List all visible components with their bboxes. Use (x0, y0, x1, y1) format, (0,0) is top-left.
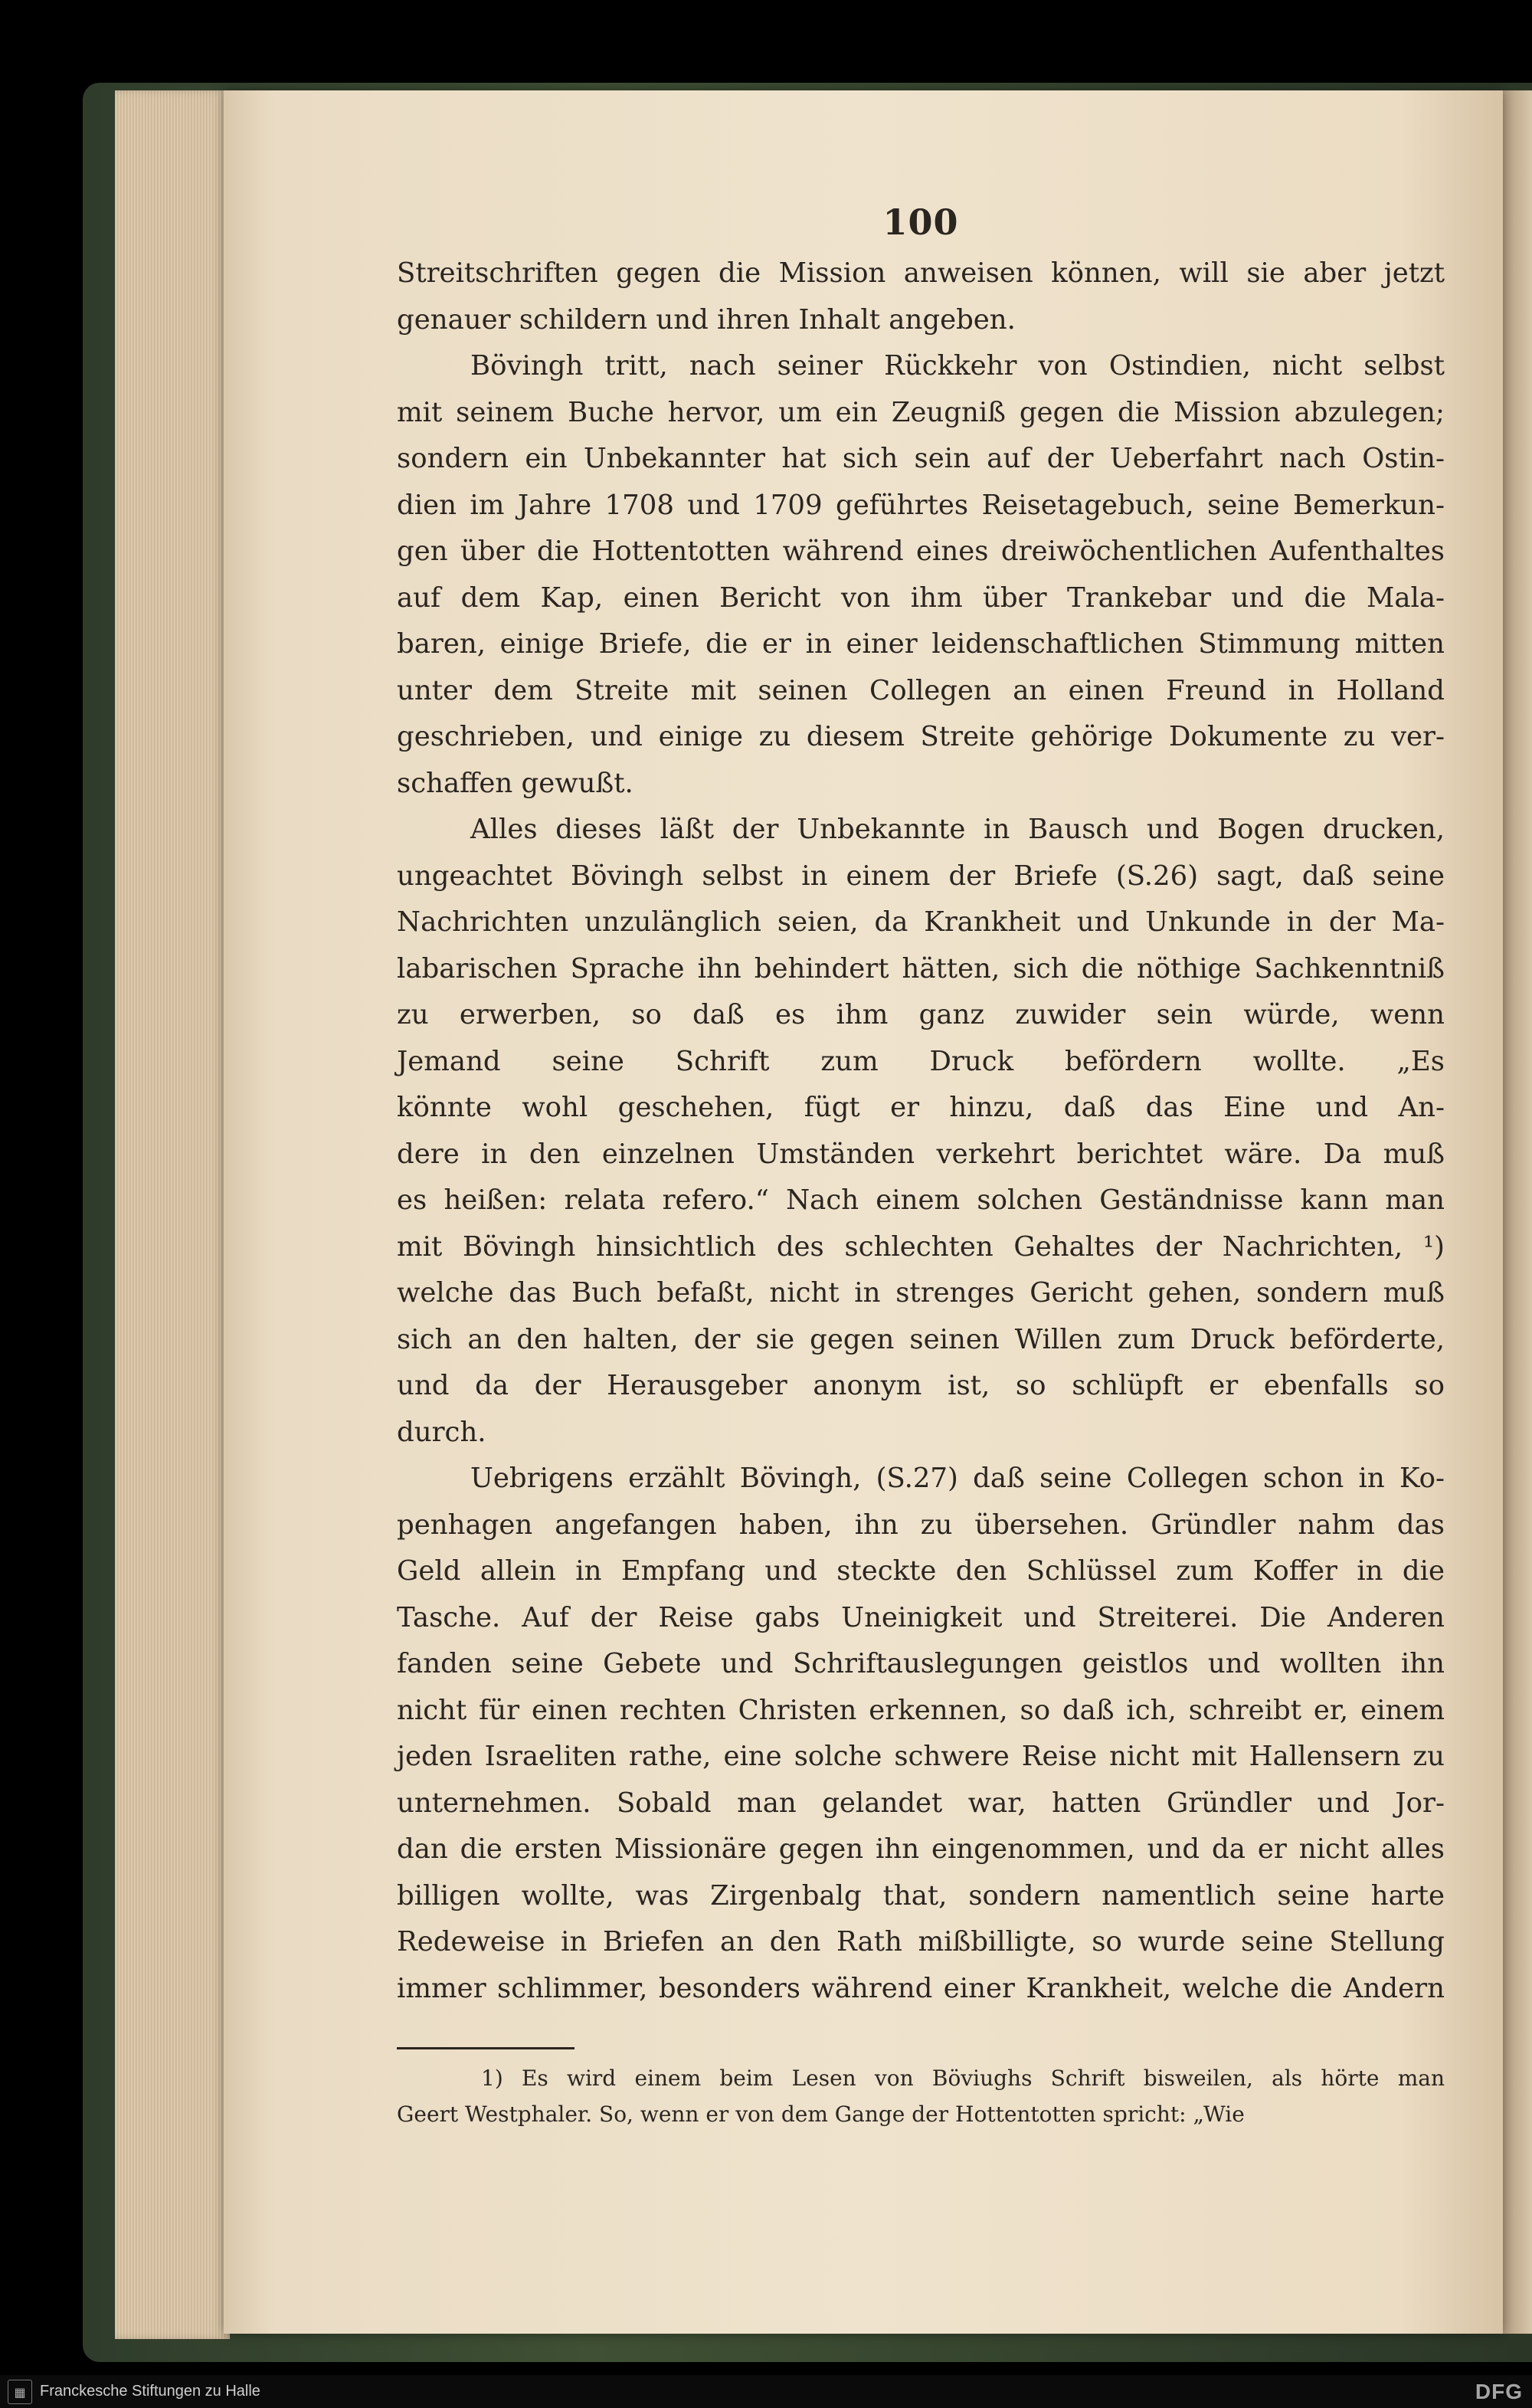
text-line: genauer schildern und ihren Inhalt angeben. (397, 303, 1016, 336)
text-line: jeden Israeliten rathe, eine solche schwere Reise nicht mit Hallensern zu (397, 1741, 1445, 1772)
text-line: durch. (397, 1416, 486, 1448)
text-line: Tasche. Auf der Reise gabs Uneinigkeit und Streiterei. Die Anderen (397, 1601, 1445, 1633)
text-line: mit Bövingh hinsichtlich des schlechten Gehaltes der Nachrichten, ¹) (397, 1230, 1445, 1263)
text-line: gen über die Hottentotten während eines dreiwöchentlichen Aufenthaltes (397, 536, 1445, 567)
institution-name: Franckesche Stiftungen zu Halle (40, 2383, 260, 2400)
text-line: nicht für einen rechten Christen erkennen, so daß ich, schreibt er, einem (397, 1694, 1445, 1726)
footnote-line: Geert Westphaler. So, wenn er von dem Gange der Hottentotten spricht: „Wie (397, 2102, 1245, 2127)
text-line: Redeweise in Briefen an den Rath mißbilligte, so wurde seine Stellung (397, 1926, 1445, 1958)
page-content (397, 201, 1445, 2132)
text-line: dan die ersten Missionäre gegen ihn eingenommen, und da er nicht alles (397, 1833, 1445, 1865)
text-line: es heißen: relata refero.“ Nach einem solchen Geständnisse kann man (397, 1184, 1445, 1216)
text-line: fanden seine Gebete und Schriftauslegungen geistlos und wollten ihn (397, 1648, 1445, 1679)
footnotes (397, 2060, 1445, 2132)
text-line: unternehmen. Sobald man gelandet war, hatten Gründler und Jor- (397, 1787, 1445, 1819)
text-line: Nachrichten unzulänglich seien, da Krankheit und Unkunde in der Ma- (397, 906, 1445, 938)
text-line: könnte wohl geschehen, fügt er hinzu, daß das Eine und An- (397, 1092, 1445, 1123)
body-text (397, 251, 1445, 2012)
viewer-footer (0, 2375, 1532, 2408)
text-line: Alles dieses läßt der Unbekannte in Bausch und Bogen drucken, (470, 814, 1445, 845)
text-line: Geld allein in Empfang und steckte den Schlüssel zum Koffer in die (397, 1555, 1445, 1587)
book-page (224, 90, 1503, 2334)
text-line: sich an den halten, der sie gegen seinen Willen zum Druck beförderte, (397, 1323, 1445, 1355)
text-line: unter dem Streite mit seinen Collegen an einen Freund in Holland (397, 674, 1445, 706)
text-line: auf dem Kap, einen Bericht von ihm über Trankebar und die Mala- (397, 582, 1445, 614)
text-line: penhagen angefangen haben, ihn zu übersehen. Gründler nahm das (397, 1509, 1445, 1541)
text-line: immer schlimmer, besonders während einer Krankheit, welche die Andern (397, 1972, 1445, 2004)
institution-logo-icon: ▦ (8, 2380, 32, 2404)
text-line: dere in den einzelnen Umständen verkehrt berichtet wäre. Da muß (397, 1138, 1445, 1170)
footnote-rule (397, 2047, 574, 2049)
text-line: Uebrigens erzählt Bövingh, (S.27) daß seine Collegen schon in Ko- (470, 1463, 1445, 1494)
text-line: Jemand seine Schrift zum Druck befördern wollte. „Es (397, 1045, 1445, 1077)
text-line: zu erwerben, so daß es ihm ganz zuwider sein würde, wenn (397, 999, 1445, 1030)
text-line: und da der Herausgeber anonym ist, so schlüpft er ebenfalls so (397, 1370, 1445, 1401)
footnote-line: 1) Es wird einem beim Lesen von Böviughs Schrift bisweilen, als hörte man (481, 2066, 1445, 2091)
text-line: baren, einige Briefe, die er in einer leidenschaftlichen Stimmung mitten (397, 628, 1445, 660)
text-line: ungeachtet Bövingh selbst in einem der Briefe (S.26) sagt, daß seine (397, 860, 1445, 892)
text-line: dien im Jahre 1708 und 1709 geführtes Reisetagebuch, seine Bemerkun- (397, 489, 1445, 521)
text-line: mit seinem Buche hervor, um ein Zeugniß gegen die Mission abzulegen; (397, 396, 1445, 428)
page-edges (115, 90, 230, 2339)
text-line: Bövingh tritt, nach seiner Rückkehr von Ostindien, nicht selbst (470, 350, 1445, 382)
text-line: schaffen gewußt. (397, 767, 633, 799)
text-line: billigen wollte, was Zirgenbalg that, sondern namentlich seine harte (397, 1879, 1445, 1912)
text-line: welche das Buch befaßt, nicht in strenges Gericht gehen, sondern muß (397, 1277, 1445, 1309)
text-line: sondern ein Unbekannter hat sich sein auf der Ueberfahrt nach Ostin- (397, 443, 1445, 474)
text-line: geschrieben, und einige zu diesem Streite gehörige Dokumente zu ver- (397, 721, 1445, 752)
text-line: Streitschriften gegen die Mission anweisen können, will sie aber jetzt (397, 257, 1445, 289)
page-number: 100 (882, 201, 959, 243)
dfg-logo: DFG (1475, 2380, 1523, 2403)
facing-page-edge (1503, 90, 1532, 2334)
text-line: labarischen Sprache ihn behindert hätten, sich die nöthige Sachkenntniß (397, 952, 1445, 984)
